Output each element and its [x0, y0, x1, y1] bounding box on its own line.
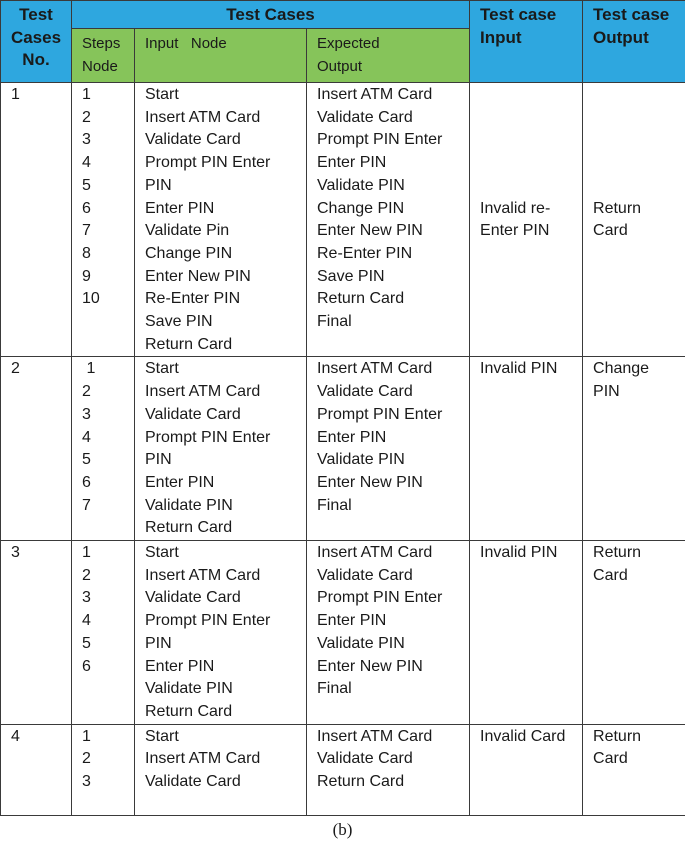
input-node-line: Enter PIN: [145, 657, 215, 675]
expected-output-line: Insert ATM Card: [317, 727, 433, 745]
input-node-line: Change PIN: [145, 244, 233, 262]
input-node-line: Validate Pin: [145, 222, 230, 240]
header-test-cases: Test Cases: [72, 1, 470, 29]
expected-output: [307, 541, 470, 725]
input-node-line: Enter PIN: [145, 199, 215, 217]
expected-output-line: Validate PIN: [317, 176, 405, 194]
expected-output-line: Insert ATM Card: [317, 544, 433, 562]
expected-output-line: Return Card: [317, 773, 405, 791]
input-node-line: Start: [145, 544, 179, 562]
steps-node-line: 4: [82, 612, 91, 630]
test-case-output-text: Return Card: [593, 727, 642, 768]
expected-output-line: Enter New PIN: [317, 222, 423, 240]
expected-output: [307, 83, 470, 357]
test-case-input: [470, 724, 583, 815]
expected-output: [307, 357, 470, 541]
expected-output-line: Save PIN: [317, 267, 385, 285]
expected-output-line: Enter New PIN: [317, 473, 423, 491]
expected-output-line: Validate Card: [317, 750, 413, 768]
expected-output-line: Change PIN: [317, 199, 405, 217]
input-node-line: Start: [145, 86, 179, 103]
header-expected-output: Expected Output: [307, 29, 470, 83]
input-node-line: PIN: [145, 634, 172, 652]
steps-node-line: 3: [82, 589, 91, 607]
test-case-no: 3: [1, 541, 72, 725]
test-case-input: [470, 83, 583, 357]
test-case-output: [583, 357, 685, 541]
input-node-line: Enter New PIN: [145, 267, 251, 285]
steps-node-line: 2: [82, 750, 91, 768]
test-case-input-text: Invalid PIN: [480, 544, 558, 562]
table-row: [1, 357, 685, 541]
header-input-node: Input Node: [135, 29, 307, 83]
input-node-line: Validate Card: [145, 405, 241, 423]
steps-node-line: 1: [82, 360, 96, 378]
input-node-line: Validate PIN: [145, 496, 233, 514]
steps-node: [72, 357, 135, 541]
table-row: [1, 83, 685, 357]
steps-node-line: 2: [82, 108, 91, 126]
expected-output-line: Re-Enter PIN: [317, 244, 413, 262]
input-node-line: Insert ATM Card: [145, 566, 261, 584]
table-row: [1, 541, 685, 725]
input-node-line: Insert ATM Card: [145, 108, 261, 126]
steps-node-line: 1: [82, 86, 91, 103]
test-case-no: 2: [1, 357, 72, 541]
header-test-case-output: Test case Output: [583, 1, 685, 83]
expected-output-line: Enter New PIN: [317, 657, 423, 675]
expected-output-line: Prompt PIN Enter: [317, 131, 443, 149]
test-case-input-text: Invalid re-Enter PIN: [480, 199, 551, 240]
input-node-line: Prompt PIN Enter: [145, 428, 271, 446]
input-node-line: PIN: [145, 176, 172, 194]
input-node: [135, 724, 307, 815]
steps-node-line: 3: [82, 131, 91, 149]
steps-node-line: 9: [82, 267, 91, 285]
expected-output-line: Final: [317, 313, 352, 331]
input-node-line: Insert ATM Card: [145, 750, 261, 768]
input-node-line: Return Card: [145, 702, 233, 720]
header-steps-node: Steps Node: [72, 29, 135, 83]
input-node-line: Start: [145, 727, 179, 745]
steps-node-line: 5: [82, 451, 91, 469]
expected-output-line: Insert ATM Card: [317, 86, 433, 103]
input-node-line: Re-Enter PIN: [145, 290, 241, 308]
input-node-line: Prompt PIN Enter: [145, 612, 271, 630]
steps-node-line: 6: [82, 199, 91, 217]
input-node-line: Return Card: [145, 519, 233, 537]
steps-node-line: 3: [82, 773, 91, 791]
input-node: [135, 83, 307, 357]
expected-output-line: Return Card: [317, 290, 405, 308]
steps-node-line: 7: [82, 496, 91, 514]
input-node-line: Validate Card: [145, 589, 241, 607]
steps-node-line: 2: [82, 383, 91, 401]
expected-output-line: Final: [317, 680, 352, 698]
input-node: [135, 541, 307, 725]
header-test-cases-no: Test Cases No.: [1, 1, 72, 83]
expected-output-line: Insert ATM Card: [317, 360, 433, 378]
expected-output-line: Validate PIN: [317, 451, 405, 469]
test-case-output-text: Return Card: [593, 199, 642, 240]
input-node-line: Start: [145, 360, 179, 378]
expected-output-line: Prompt PIN Enter: [317, 589, 443, 607]
steps-node-line: 6: [82, 657, 91, 675]
table-row: [1, 724, 685, 815]
input-node-line: Prompt PIN Enter: [145, 154, 271, 172]
steps-node-line: 1: [82, 727, 91, 745]
expected-output-line: Enter PIN: [317, 154, 387, 172]
input-node: [135, 357, 307, 541]
test-case-output-text: Return Card: [593, 544, 642, 584]
input-node-line: PIN: [145, 451, 172, 469]
steps-node-line: 8: [82, 244, 91, 262]
expected-output-line: Enter PIN: [317, 612, 387, 630]
steps-node-line: 5: [82, 634, 91, 652]
expected-output-line: Validate Card: [317, 108, 413, 126]
input-node-line: Save PIN: [145, 313, 213, 331]
header-test-case-input: Test case Input: [470, 1, 583, 83]
steps-node-line: 5: [82, 176, 91, 194]
steps-node: [72, 541, 135, 725]
figure-caption: (b): [332, 820, 353, 839]
steps-node-line: 3: [82, 405, 91, 423]
steps-node-line: 10: [82, 290, 100, 308]
test-case-output: [583, 724, 685, 815]
test-case-input: [470, 357, 583, 541]
expected-output-line: Validate PIN: [317, 634, 405, 652]
test-case-output: [583, 541, 685, 725]
input-node-line: Insert ATM Card: [145, 383, 261, 401]
test-case-input: [470, 541, 583, 725]
expected-output: [307, 724, 470, 815]
steps-node-line: 7: [82, 222, 91, 240]
input-node-line: Validate Card: [145, 773, 241, 791]
test-case-input-text: Invalid PIN: [480, 360, 558, 378]
input-node-line: Validate Card: [145, 131, 241, 149]
test-case-output-text: Change PIN: [593, 360, 650, 401]
steps-node-line: 2: [82, 566, 91, 584]
steps-node-line: 6: [82, 473, 91, 491]
steps-node: [72, 83, 135, 357]
steps-node-line: 4: [82, 428, 91, 446]
input-node-line: Enter PIN: [145, 473, 215, 491]
input-node-line: Return Card: [145, 335, 233, 353]
test-case-no: 1: [1, 83, 72, 357]
expected-output-line: Prompt PIN Enter: [317, 405, 443, 423]
test-case-no: 4: [1, 724, 72, 815]
expected-output-line: Final: [317, 496, 352, 514]
expected-output-line: Validate Card: [317, 566, 413, 584]
input-node-line: Validate PIN: [145, 680, 233, 698]
expected-output-line: Validate Card: [317, 383, 413, 401]
steps-node-line: 4: [82, 154, 91, 172]
steps-node-line: 1: [82, 544, 91, 562]
test-case-input-text: Invalid Card: [480, 727, 566, 745]
expected-output-line: Enter PIN: [317, 428, 387, 446]
steps-node: [72, 724, 135, 815]
test-case-output: [583, 83, 685, 357]
